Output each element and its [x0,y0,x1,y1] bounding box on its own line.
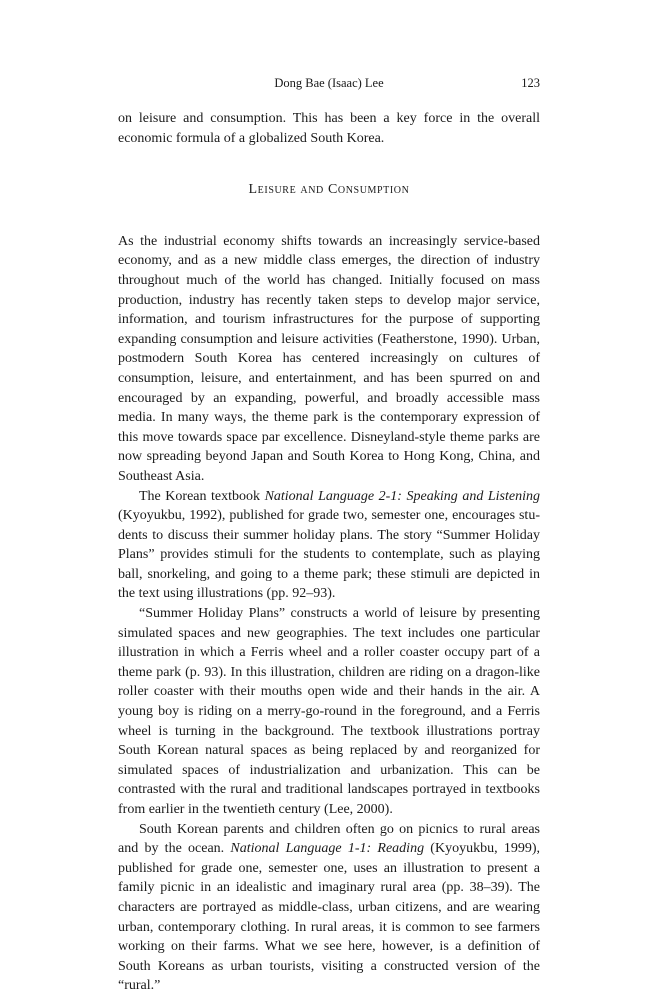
paragraph-summer-holiday-plans: “Summer Holiday Plans” constructs a world of leisure by presenting simulated spaces and new geographies. The text includes one particular illustration in which a Ferris wheel and a roller coaster occupy part of a theme park (p. 93). In this illustration, children are riding on a dragon-like roller coaster with their mouths open wide and their hands in the air. A young boy is riding on a merry-go-round in the foreground, and a Ferris wheel is turning in the background. The textbook illustrations portray South Korean natural spaces as being replaced by and reorganized for simulated spaces of industrialization and urbanization. This can be contrasted with the rural and traditional landscapes portrayed in textbooks from earlier in the twentieth century (Lee, 2000). [118,606,540,817]
paragraph-picnics [118,820,540,996]
book-title: National Language 2-1: Speaking and Listening [264,488,540,504]
paragraph-continued: on leisure and consumption. This has been a key force in the overall economic formula of a globalized South Korea. [118,111,540,146]
text-run: (Kyoyukbu, 1992), published for grade two, semester one, encourages students to discuss their summer holiday plans. The story “Summer Holiday Plans” provides stimuli for the students to contemplate, such as playing ball, snorkeling, and going to a theme park; these stimuli are depicted in the text using illustrations (pp. 92–93). [118,508,540,602]
book-title: National Language 1-1: Reading [230,841,425,857]
section-heading: Leisure and Consumption [248,182,410,198]
text-run: South Korean parents and children often go on picnics to rural areas and by the ocean. [118,821,540,857]
running-head: Dong Bae (Isaac) Lee [274,76,384,90]
text-run: The Korean textbook [139,488,265,504]
text-run: (Kyoyukbu, 1999), published for grade one, semester one, uses an illustration to present a family picnic in an idealistic and imaginary rural area (pp. 38–39). The characters are portrayed as middle-class, urban citizens, and are wearing urban, contemporary clothing. In rural areas, it is common to see farmers working on their farms. What we see here, however, is a definition of South Koreans as urban tourists, visiting a constructed version of the “rural.” [118,841,540,994]
paragraph-textbook-summer [118,487,540,605]
page-header [118,76,540,96]
body-text [118,109,540,996]
page-number: 123 [521,76,540,90]
paragraph-industrial-economy: As the industrial economy shifts towards an increasingly service-based economy, and as a new middle class emerges, the direction of industry throughout much of the world has changed. Initially focused on mass production, industry has recently taken steps to develop major service, information, and tourism infrastructures for the purpose of supporting expanding consumption and leisure activities (Featherstone, 1990). Urban, postmodern South Korea has centered increasingly on cultures of consumption, leisure, and entertainment, and has been spurred on and encouraged by an expanding, powerful, and broadly accessible mass media. In many ways, the theme park is the contemporary expression of this move towards space par excellence. Disneyland-style theme parks are now spreading beyond Japan and South Korea to Hong Kong, China, and Southeast Asia. [118,233,540,484]
